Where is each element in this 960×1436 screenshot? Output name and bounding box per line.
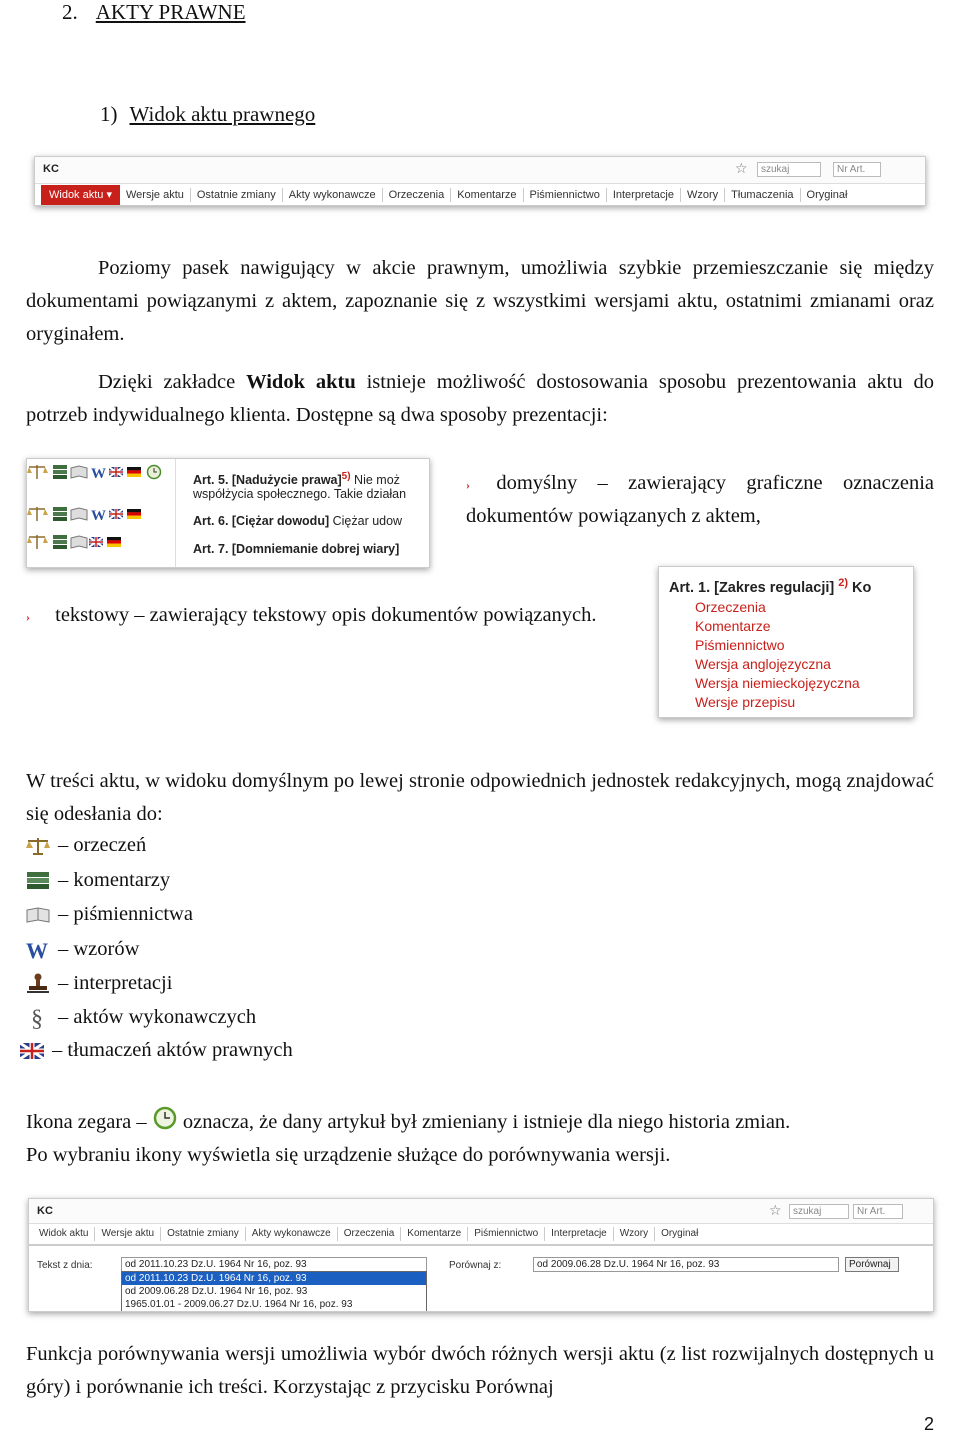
text-view-description: › tekstowy – zawierający tekstowy opis dokumentów powiązanych. bbox=[26, 599, 608, 632]
default-view-description: › domyślny – zawierający graficzne oznaczenia dokumentów powiązanych z aktem, bbox=[466, 467, 934, 533]
star-icon[interactable]: ☆ bbox=[735, 160, 748, 176]
tab-widok-aktu[interactable]: Widok aktu bbox=[33, 1227, 95, 1241]
article-number-input[interactable]: Nr Art. bbox=[853, 1204, 903, 1219]
star-icon[interactable]: ☆ bbox=[769, 1202, 782, 1218]
intro-paragraph: Poziomy pasek nawigujący w akcie prawnym, umożliwia szybkie przemieszczanie się między dokumentami powiązanymi z aktem, zapoznanie się z wszystkimi wersjami aktu, ostatnimi zmianami oraz oryginałem. bbox=[26, 257, 934, 345]
art5-line[interactable]: Art. 5. [Nadużycie prawa]$^{5)}$ Nie moż bbox=[193, 471, 400, 488]
ref-orzeczenia: – orzeczeń bbox=[26, 834, 146, 857]
tab-orzeczenia[interactable]: Orzeczenia bbox=[383, 188, 452, 202]
arrow-bullet-icon: › bbox=[466, 478, 470, 492]
document-icons-column bbox=[27, 459, 187, 567]
uk-flag-icon bbox=[20, 1040, 44, 1062]
left-version-select[interactable]: od 2011.10.23 Dz.U. 1964 Nr 16, poz. 93 bbox=[121, 1257, 427, 1272]
de-flag-icon bbox=[127, 467, 141, 477]
text-view-screenshot bbox=[658, 566, 914, 718]
brand-logo: KC bbox=[37, 1205, 53, 1217]
tab-ostatnie-zmiany[interactable]: Ostatnie zmiany bbox=[191, 188, 283, 202]
tab-tlumaczenia[interactable]: Tłumaczenia bbox=[725, 188, 800, 202]
subsection-number: 1) bbox=[100, 102, 118, 126]
tab-komentarze[interactable]: Komentarze bbox=[401, 1227, 468, 1241]
right-version-label: Porównaj z: bbox=[449, 1260, 502, 1271]
books-icon bbox=[26, 870, 50, 892]
link-wersja-anglojezyczna[interactable]: Wersja anglojęzyczna bbox=[695, 656, 831, 672]
compare-navbar-tabs bbox=[29, 1224, 933, 1246]
section-number: 2. bbox=[62, 0, 78, 24]
clock-icon bbox=[148, 466, 161, 479]
divider bbox=[175, 459, 176, 567]
art1-heading: Art. 1. [Zakres regulacji] $^{2)}$ Ko bbox=[669, 577, 872, 596]
w-letter-icon: W bbox=[91, 466, 106, 482]
section-title: AKTY PRAWNE bbox=[95, 0, 246, 24]
tab-orzeczenia[interactable]: Orzeczenia bbox=[338, 1227, 402, 1241]
subsection-heading bbox=[100, 102, 315, 127]
open-book-icon bbox=[26, 904, 50, 926]
dropdown-option[interactable]: od 2009.06.28 Dz.U. 1964 Nr 16, poz. 93 bbox=[125, 1286, 308, 1297]
scales-icon bbox=[27, 465, 48, 479]
w-letter-icon bbox=[26, 939, 50, 961]
tab-komentarze[interactable]: Komentarze bbox=[451, 188, 523, 202]
clock-icon bbox=[152, 1106, 178, 1130]
ref-akty-wykonawcze: § – aktów wykonawczych bbox=[26, 1006, 256, 1029]
stamp-icon bbox=[26, 973, 50, 995]
compare-navbar-top bbox=[29, 1199, 933, 1224]
left-version-label: Tekst z dnia: bbox=[37, 1260, 93, 1271]
clock-paragraph: Ikona zegara – oznacza, że dany artykuł był zmieniany i istnieje dla niego historia zmian. bbox=[26, 1106, 938, 1139]
tab-ostatnie-zmiany[interactable]: Ostatnie zmiany bbox=[161, 1227, 246, 1241]
left-version-dropdown bbox=[121, 1271, 427, 1312]
tab-wersje-aktu[interactable]: Wersje aktu bbox=[120, 188, 191, 202]
references-intro: W treści aktu, w widoku domyślnym po lewej stronie odpowiednich jednostek redakcyjnych, mogą znajdować się odesłania do: bbox=[26, 770, 934, 825]
tab-interpretacje[interactable]: Interpretacje bbox=[545, 1227, 614, 1241]
tab-akty-wykonawcze[interactable]: Akty wykonawcze bbox=[246, 1227, 338, 1241]
tab-interpretacje[interactable]: Interpretacje bbox=[607, 188, 681, 202]
tab-oryginal[interactable]: Oryginał bbox=[806, 189, 848, 201]
ref-interpretacje: – interpretacji bbox=[26, 972, 172, 995]
navbar-tabs bbox=[35, 184, 925, 206]
svg-text:W: W bbox=[26, 938, 48, 961]
arrow-bullet-icon: › bbox=[26, 610, 30, 624]
art5-line2: współżycia społecznego. Takie działan bbox=[193, 487, 407, 501]
article-number-input[interactable]: Nr Art. bbox=[833, 162, 881, 177]
link-pismiennictwo[interactable]: Piśmiennictwo bbox=[695, 637, 785, 653]
ref-pismiennictwo: – piśmiennictwa bbox=[26, 903, 193, 926]
link-wersje-przepisu[interactable]: Wersje przepisu bbox=[695, 694, 796, 710]
page-number: 2 bbox=[923, 1414, 934, 1434]
tab-widok-aktu[interactable]: Widok aktu ▾ bbox=[41, 185, 120, 205]
paragraph-icon bbox=[26, 1007, 50, 1029]
svg-text:§: § bbox=[31, 1005, 43, 1030]
art7-line[interactable]: Art. 7. [Domniemanie dobrej wiary] bbox=[193, 542, 400, 556]
ref-komentarze: – komentarzy bbox=[26, 869, 170, 892]
dropdown-option[interactable]: 1965.01.01 - 2009.06.27 Dz.U. 1964 Nr 16, poz. 93 bbox=[125, 1299, 353, 1310]
default-view-screenshot bbox=[26, 458, 430, 568]
icons-row-3 bbox=[27, 535, 121, 549]
clock-paragraph-line2: Po wybraniu ikony wyświetla się urządzenie służące do porównywania wersji. bbox=[26, 1144, 671, 1166]
navbar-top bbox=[35, 157, 925, 184]
icons-row-2 bbox=[27, 507, 141, 524]
link-komentarze[interactable]: Komentarze bbox=[695, 618, 771, 634]
view-paragraph: Dzięki zakładce Widok aktu istnieje możliwość dostosowania sposobu prezentowania aktu do potrzeb indywidualnego klienta. Dostępne są dwa sposoby prezentacji: bbox=[26, 371, 934, 426]
open-book-icon bbox=[71, 466, 87, 478]
art6-line[interactable]: Art. 6. [Ciężar dowodu] Ciężar udow bbox=[193, 514, 403, 528]
tab-pismiennictwo[interactable]: Piśmiennictwo bbox=[468, 1227, 545, 1241]
link-orzeczenia[interactable]: Orzeczenia bbox=[695, 599, 766, 615]
ref-tlumaczenia: – tłumaczeń aktów prawnych bbox=[20, 1039, 293, 1062]
related-links-list bbox=[695, 598, 860, 712]
tab-wzory[interactable]: Wzory bbox=[614, 1227, 655, 1241]
right-version-select[interactable]: od 2009.06.28 Dz.U. 1964 Nr 16, poz. 93 bbox=[533, 1257, 839, 1272]
tab-oryginal[interactable]: Oryginał bbox=[661, 1228, 699, 1239]
link-wersja-niemieckojezyczna[interactable]: Wersja niemieckojęzyczna bbox=[695, 675, 860, 691]
dropdown-option[interactable]: od 2011.10.23 Dz.U. 1964 Nr 16, poz. 93 bbox=[122, 1272, 426, 1285]
books-icon bbox=[53, 465, 67, 479]
svg-text:W: W bbox=[91, 508, 106, 524]
widok-aktu-bold: Widok aktu bbox=[246, 371, 356, 393]
compare-button[interactable]: Porównaj bbox=[845, 1257, 899, 1272]
navbar-screenshot bbox=[34, 156, 926, 206]
subsection-title: Widok aktu prawnego bbox=[129, 102, 316, 126]
tab-wersje-aktu[interactable]: Wersje aktu bbox=[95, 1227, 161, 1241]
tab-akty-wykonawcze[interactable]: Akty wykonawcze bbox=[283, 188, 383, 202]
search-input[interactable]: szukaj bbox=[789, 1204, 849, 1219]
uk-flag-icon bbox=[109, 467, 123, 477]
compare-paragraph: Funkcja porównywania wersji umożliwia wybór dwóch różnych wersji aktu (z list rozwijalnych dostępnych u góry) i porównanie ich treści. Korzystając z przycisku Porównaj bbox=[26, 1343, 934, 1398]
icons-row-1 bbox=[27, 465, 161, 482]
tab-wzory[interactable]: Wzory bbox=[681, 188, 725, 202]
brand-logo: KC bbox=[43, 163, 59, 175]
tab-pismiennictwo[interactable]: Piśmiennictwo bbox=[524, 188, 607, 202]
search-input[interactable]: szukaj bbox=[757, 162, 821, 177]
compare-screenshot bbox=[28, 1198, 934, 1312]
scales-icon bbox=[26, 835, 50, 857]
section-heading bbox=[62, 0, 246, 25]
ref-wzory: W – wzorów bbox=[26, 938, 140, 961]
